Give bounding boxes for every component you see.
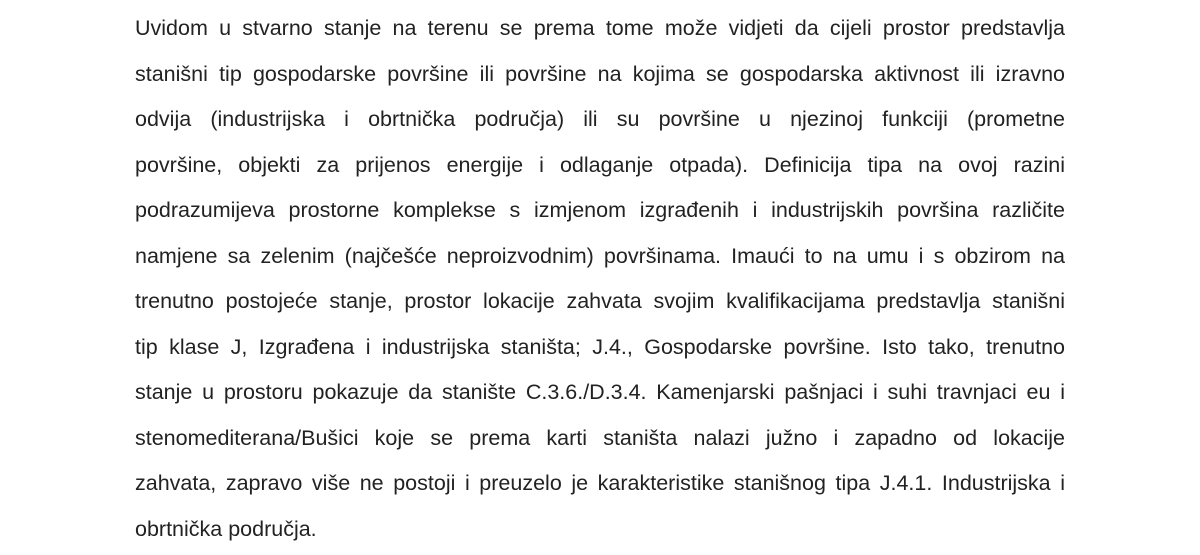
body-paragraph bbox=[135, 6, 1065, 552]
paragraph-line: podrazumijeva prostorne komplekse s izmjenom izgrađenih i industrijskih površina različite bbox=[135, 198, 1065, 222]
paragraph-line: tip klase J, Izgrađena i industrijska staništa; J.4., Gospodarske površine. Isto tako, trenutno bbox=[135, 334, 1065, 359]
paragraph-line: namjene sa zelenim (najčešće neproizvodnim) površinama. Imaući to na umu i s obzirom na bbox=[135, 243, 1065, 268]
paragraph-line: obrtnička područja. bbox=[135, 516, 317, 541]
paragraph-line: površine, objekti za prijenos energije i odlaganje otpada). Definicija tipa na ovoj razini bbox=[135, 152, 1065, 177]
paragraph-line: stenomediterana/Bušici koje se prema karti staništa nalazi južno i zapadno od lokacije bbox=[135, 425, 1065, 450]
paragraph-line: trenutno postojeće stanje, prostor lokacije zahvata svojim kvalifikacijama predstavlja stanišni bbox=[135, 289, 1065, 313]
paragraph-line: stanišni tip gospodarske površine ili površine na kojima se gospodarska aktivnost ili izravno bbox=[135, 61, 1065, 86]
paragraph-line: odvija (industrijska i obrtnička područja) ili su površine u njezinoj funkciji (prometne bbox=[135, 107, 1065, 131]
paragraph-line: Uvidom u stvarno stanje na terenu se prema tome može vidjeti da cijeli prostor predstavlja bbox=[135, 16, 1065, 40]
paragraph-line: stanje u prostoru pokazuje da stanište C.3.6./D.3.4. Kamenjarski pašnjaci i suhi travnjaci eu i bbox=[135, 380, 1065, 404]
paragraph-line: zahvata, zapravo više ne postoji i preuzelo je karakteristike stanišnog tipa J.4.1. Industrijska i bbox=[135, 471, 1065, 495]
